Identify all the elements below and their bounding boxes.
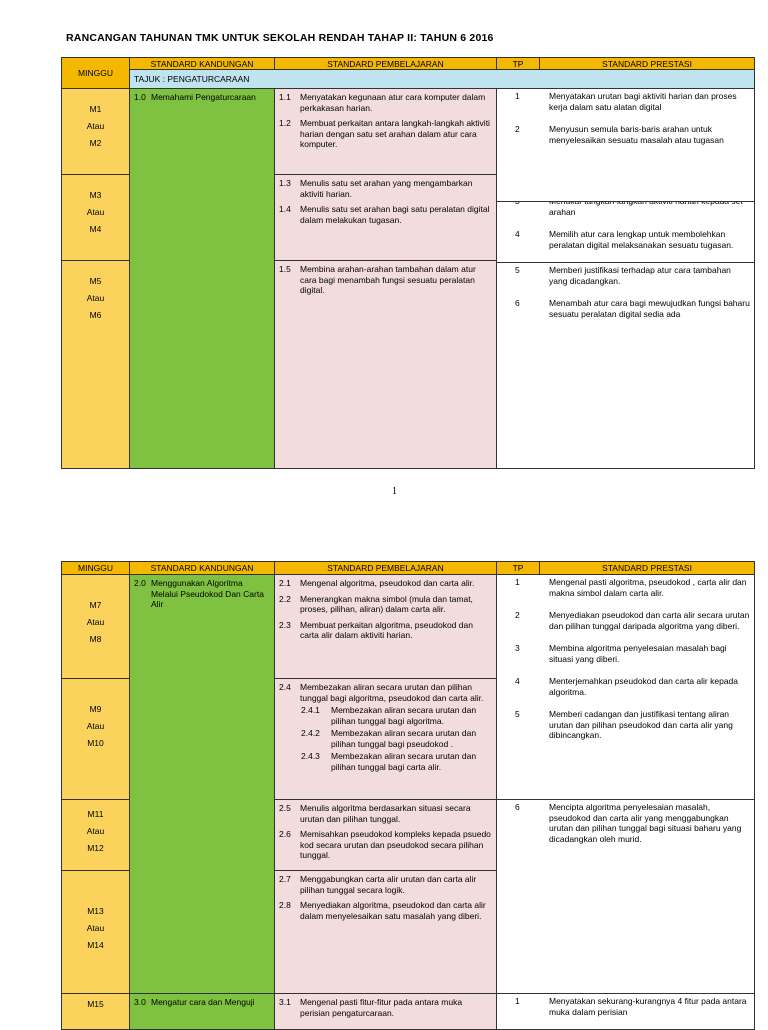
item-text: Memisahkan pseudokod kompleks kepada psuedo kod secara urutan dan pseudokod secara pilihan tunggal. bbox=[300, 829, 491, 860]
tp-number: 5 bbox=[515, 265, 520, 275]
tp-number: 4 bbox=[515, 229, 520, 239]
tajuk-row: TAJUK : PENGATURCARAAN bbox=[129, 69, 755, 89]
minggu-label: M12 bbox=[87, 843, 104, 853]
header-standard-pembelajaran: STANDARD PEMBELAJARAN bbox=[274, 561, 497, 575]
header-tp: TP bbox=[496, 561, 540, 575]
kandungan-number: 1.0 bbox=[134, 92, 146, 102]
item-number: 1.4 bbox=[279, 204, 291, 214]
item-number: 2.3 bbox=[279, 619, 291, 630]
item-text: Membezakan aliran secara urutan dan pilihan tunggal bagi algoritma, pseudokod dan carta alir. bbox=[300, 682, 484, 703]
minggu-cell bbox=[61, 88, 130, 175]
kandungan-text: Mengatur cara dan Menguji bbox=[151, 997, 255, 1007]
minggu-label: Atau bbox=[86, 826, 105, 836]
item-number: 1.2 bbox=[279, 118, 291, 128]
minggu-label: Atau bbox=[86, 293, 105, 303]
kandungan-text: Menggunakan Algoritma Melalui Pseudokod Dan Carta Alir bbox=[151, 578, 264, 609]
minggu-cell bbox=[61, 174, 130, 261]
tp-number: 1 bbox=[515, 91, 520, 101]
prestasi-text: Menyediakan pseudokod dan carta alir secara urutan dan pilihan tunggal daripada algoritma yang diberi. bbox=[549, 610, 750, 631]
minggu-label: M6 bbox=[89, 310, 102, 320]
prestasi-text: Mencipta algoritma penyelesaian masalah, pseudokod dan carta alir yang menggabungkan urutan dan pilihan tunggal bagi situasi baharu yang dicadangkan oleh murid. bbox=[549, 802, 742, 844]
prestasi-text: Mengenal pasti algoritma, pseudokod , carta alir dan makna simbol dalam carta alir. bbox=[549, 577, 747, 598]
minggu-label: M9 bbox=[89, 704, 102, 714]
prestasi-text: Menyatakan sekurang-kurangnya 4 fitur pada antara muka dalam perisian bbox=[549, 996, 747, 1017]
prestasi-cell bbox=[496, 993, 755, 1030]
sub-item-number: 2.4.1 bbox=[301, 705, 320, 715]
header-minggu: MINGGU bbox=[61, 57, 130, 89]
kandungan-cell bbox=[129, 88, 275, 469]
item-number: 2.6 bbox=[279, 829, 291, 839]
kandungan-number: 2.0 bbox=[134, 578, 146, 588]
sub-item-text: Membezakan aliran secara urutan dan pilihan tunggal bagi pseudokod . bbox=[331, 728, 477, 749]
header-standard-pembelajaran: STANDARD PEMBELAJARAN bbox=[274, 57, 497, 70]
item-number: 1.1 bbox=[279, 92, 291, 102]
sub-item-number: 2.4.3 bbox=[301, 751, 320, 761]
table-1 bbox=[62, 58, 755, 469]
tp-number: 6 bbox=[515, 802, 520, 812]
minggu-cell bbox=[61, 870, 130, 994]
tp-number: 4 bbox=[515, 676, 520, 686]
prestasi-cell bbox=[496, 88, 755, 202]
sub-item-text: Membezakan aliran secara urutan dan pilihan tunggal bagi carta alir. bbox=[331, 751, 477, 772]
pembelajaran-cell bbox=[274, 174, 497, 261]
minggu-label: M4 bbox=[89, 224, 102, 234]
header-minggu: MINGGU bbox=[61, 561, 130, 575]
minggu-label: M11 bbox=[87, 809, 104, 819]
tp-number: 6 bbox=[515, 298, 520, 308]
header-standard-kandungan: STANDARD KANDUNGAN bbox=[129, 57, 275, 70]
prestasi-text: arahan bbox=[549, 206, 576, 217]
table-2 bbox=[62, 562, 755, 1030]
minggu-label: M13 bbox=[87, 906, 104, 916]
item-text: Menyediakan algoritma, pseudokod dan carta alir dalam menyelesaikan satu masalah yang diberi. bbox=[300, 900, 486, 921]
header-standard-kandungan: STANDARD KANDUNGAN bbox=[129, 561, 275, 575]
tp-number: 3 bbox=[515, 643, 520, 653]
item-number: 1.5 bbox=[279, 264, 291, 274]
sub-item-number: 2.4.2 bbox=[301, 728, 320, 738]
minggu-label: M8 bbox=[89, 634, 102, 644]
kandungan-number: 3.0 bbox=[134, 997, 146, 1007]
sub-item-text: Membezakan aliran secara urutan dan pilihan tunggal bagi algoritma. bbox=[331, 705, 477, 726]
tp-number: 1 bbox=[515, 577, 520, 587]
minggu-label: Atau bbox=[86, 121, 105, 131]
minggu-label: M1 bbox=[89, 104, 102, 114]
kandungan-cell bbox=[129, 993, 275, 1030]
item-text: Mengenal algoritma, pseudokod dan carta alir. bbox=[300, 578, 475, 588]
item-number: 2.2 bbox=[279, 593, 291, 604]
item-number: 1.3 bbox=[279, 178, 291, 188]
item-text: Membuat perkaitan algoritma, pseudokod dan carta alir dalam aktiviti harian. bbox=[300, 619, 473, 640]
tp-number: 1 bbox=[515, 996, 520, 1006]
header-standard-prestasi: STANDARD PRESTASI bbox=[539, 57, 755, 70]
header-tp: TP bbox=[496, 57, 540, 70]
item-number: 2.7 bbox=[279, 874, 291, 884]
item-text: Menggabungkan carta alir urutan dan carta alir pilihan tunggal secara logik. bbox=[300, 874, 477, 895]
item-text: Menerangkan makna simbol (mula dan tamat, proses, pilihan, aliran) dalam carta alir. bbox=[300, 593, 473, 614]
prestasi-text: Menterjemahkan pseudokod dan carta alir kepada algoritma. bbox=[549, 676, 739, 697]
item-text: Menulis algoritma berdasarkan situasi secara urutan dan pilihan tunggal. bbox=[300, 803, 471, 824]
prestasi-text: Menyatakan urutan bagi aktiviti harian dan proses kerja dalam satu alatan digital bbox=[549, 91, 737, 112]
prestasi-text: Memberi justifikasi terhadap atur cara tambahan yang dicadangkan. bbox=[549, 265, 731, 286]
minggu-label: M15 bbox=[87, 999, 104, 1009]
prestasi-text: Membina algoritma penyelesaian masalah bagi situasi yang diberi. bbox=[549, 643, 727, 664]
minggu-label: M7 bbox=[89, 600, 102, 610]
prestasi-text: Memilih atur cara lengkap untuk membolehkan peralatan digital melaksanakan sesuatu tugasan. bbox=[549, 229, 734, 250]
item-text: Menulis satu set arahan bagi satu peralatan digital dalam melakukan tugasan. bbox=[300, 204, 490, 225]
prestasi-cell bbox=[496, 799, 755, 994]
minggu-label: M10 bbox=[87, 738, 104, 748]
minggu-label: M3 bbox=[89, 190, 102, 200]
item-text: Menyatakan kegunaan atur cara komputer dalam perkakasan harian. bbox=[300, 92, 486, 113]
item-number: 2.8 bbox=[279, 900, 291, 910]
pembelajaran-cell bbox=[274, 678, 497, 800]
minggu-label: M14 bbox=[87, 940, 104, 950]
minggu-label: Atau bbox=[86, 617, 105, 627]
minggu-label: M2 bbox=[89, 138, 102, 148]
item-number: 2.1 bbox=[279, 578, 291, 588]
item-number: 2.4 bbox=[279, 682, 291, 692]
tp-number: 2 bbox=[515, 124, 520, 134]
page-number: 1 bbox=[392, 486, 397, 497]
minggu-cell bbox=[61, 993, 130, 1030]
item-text: Membina arahan-arahan tambahan dalam atur cara bagi menambah fungsi sesuatu peralatan digital. bbox=[300, 264, 476, 295]
header-standard-prestasi: STANDARD PRESTASI bbox=[539, 561, 755, 575]
minggu-cell bbox=[61, 574, 130, 679]
minggu-cell bbox=[61, 678, 130, 800]
pembelajaran-cell bbox=[274, 574, 497, 679]
item-text: Membuat perkaitan antara langkah-langkah aktiviti harian dengan satu set arahan dalam atur cara komputer. bbox=[300, 118, 490, 149]
minggu-label: M5 bbox=[89, 276, 102, 286]
prestasi-text: Memberi cadangan dan justifikasi tentang aliran urutan dan pilihan pseudokod dan carta alir yang dibincangkan. bbox=[549, 709, 733, 740]
minggu-cell bbox=[61, 799, 130, 871]
kandungan-text: Memahami Pengaturcaraan bbox=[151, 92, 256, 102]
minggu-label: Atau bbox=[86, 207, 105, 217]
kandungan-cell bbox=[129, 574, 275, 994]
pembelajaran-cell bbox=[274, 260, 497, 469]
minggu-cell bbox=[61, 260, 130, 469]
item-text: Menulis satu set arahan yang mengambarkan aktiviti harian. bbox=[300, 178, 473, 199]
item-number: 2.5 bbox=[279, 803, 291, 813]
prestasi-text: Menambah atur cara bagi mewujudkan fungsi baharu sesuatu peralatan digital sedia ada bbox=[549, 298, 750, 319]
prestasi-cell bbox=[496, 574, 755, 800]
pembelajaran-cell bbox=[274, 88, 497, 175]
pembelajaran-cell bbox=[274, 799, 497, 871]
prestasi-text: Menyusun semula baris-baris arahan untuk menyelesaikan sesuatu masalah atau tugasan bbox=[549, 124, 724, 145]
tp-number: 2 bbox=[515, 610, 520, 620]
item-number: 3.1 bbox=[279, 997, 291, 1007]
item-text: Mengenal pasti fitur-fitur pada antara muka perisian pengaturcaraan. bbox=[300, 997, 463, 1018]
tp-number: 5 bbox=[515, 709, 520, 719]
minggu-label: Atau bbox=[86, 923, 105, 933]
page-title: RANCANGAN TAHUNAN TMK UNTUK SEKOLAH RENDAH TAHAP II: TAHUN 6 2016 bbox=[66, 32, 494, 44]
pembelajaran-cell bbox=[274, 993, 497, 1030]
minggu-label: Atau bbox=[86, 721, 105, 731]
pembelajaran-cell bbox=[274, 870, 497, 994]
prestasi-cell bbox=[496, 174, 755, 469]
